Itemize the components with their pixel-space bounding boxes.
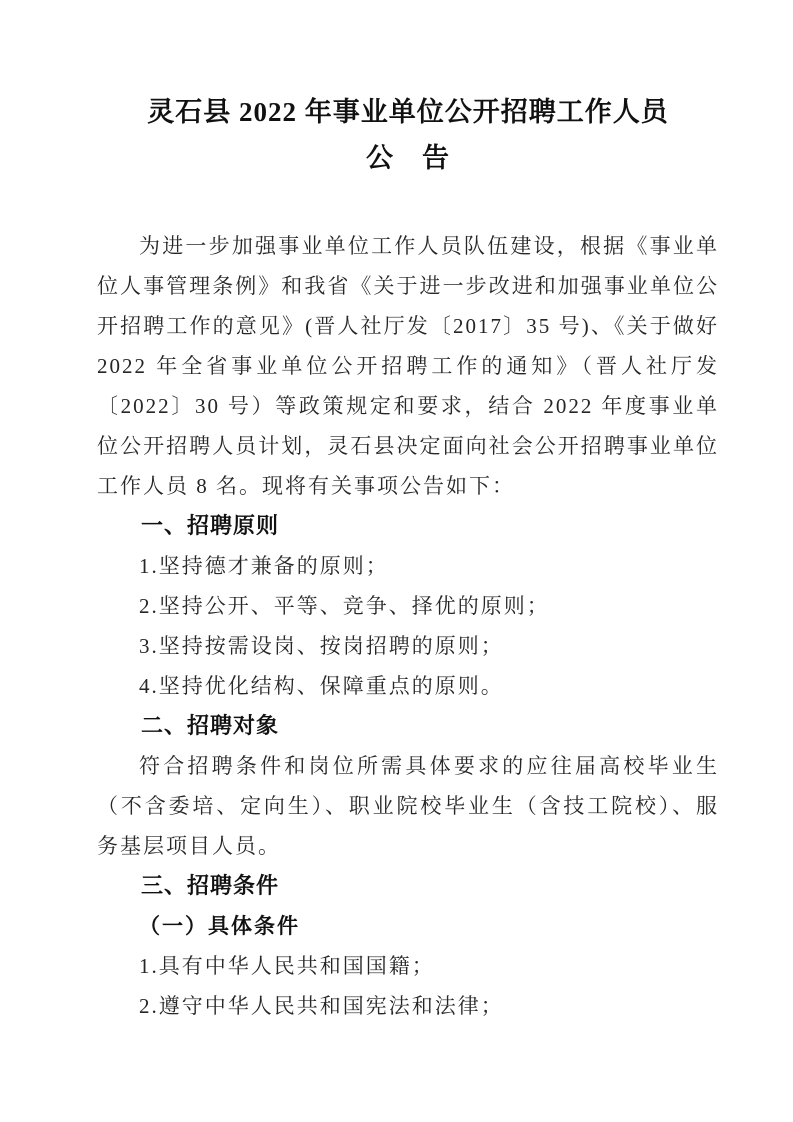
condition-item-2: 2.遵守中华人民共和国宪法和法律； [139,994,504,1018]
condition-item-1: 1.具有中华人民共和国国籍； [139,954,435,978]
subsection-heading-specific-conditions: （一）具体条件 [139,914,300,938]
principle-item-1: 1.坚持德才兼备的原则； [139,554,389,578]
document-content [97,0,719,1026]
intro-paragraph: 为进一步加强事业单位工作人员队伍建设，根据《事业单位人事管理条例》和我省《关于进一步改进和加强事业单位公开招聘工作的意见》(晋人社厅发〔2017〕35 号)、《关于做好 2022 年全省事业单位公开招聘工作的通知》（晋人社厅发〔2022〕30 号）等政策规定和要求，结合 2022 年度事业单位公开招聘人员计划，灵石县决定面向社会公开招聘事业单位工作人员 8 名。现将有关事项公告如下： [97,234,719,498]
principle-item-3: 3.坚持按需设岗、按岗招聘的原则； [139,634,504,658]
document-title: 灵石县 2022 年事业单位公开招聘工作人员 [147,97,669,127]
section-heading-recruitment-principles: 一、招聘原则 [141,513,280,538]
principle-item-4: 4.坚持优化结构、保障重点的原则。 [139,674,504,698]
document-subtitle: 公 告 [366,143,450,173]
recruitment-targets-paragraph: 符合招聘条件和岗位所需具体要求的应往届高校毕业生（不含委培、定向生）、职业院校毕业生（含技工院校）、服务基层项目人员。 [97,754,719,858]
section-heading-recruitment-targets: 二、招聘对象 [141,713,280,738]
section-heading-recruitment-conditions: 三、招聘条件 [141,873,280,898]
principle-item-2: 2.坚持公开、平等、竞争、择优的原则； [139,594,550,618]
